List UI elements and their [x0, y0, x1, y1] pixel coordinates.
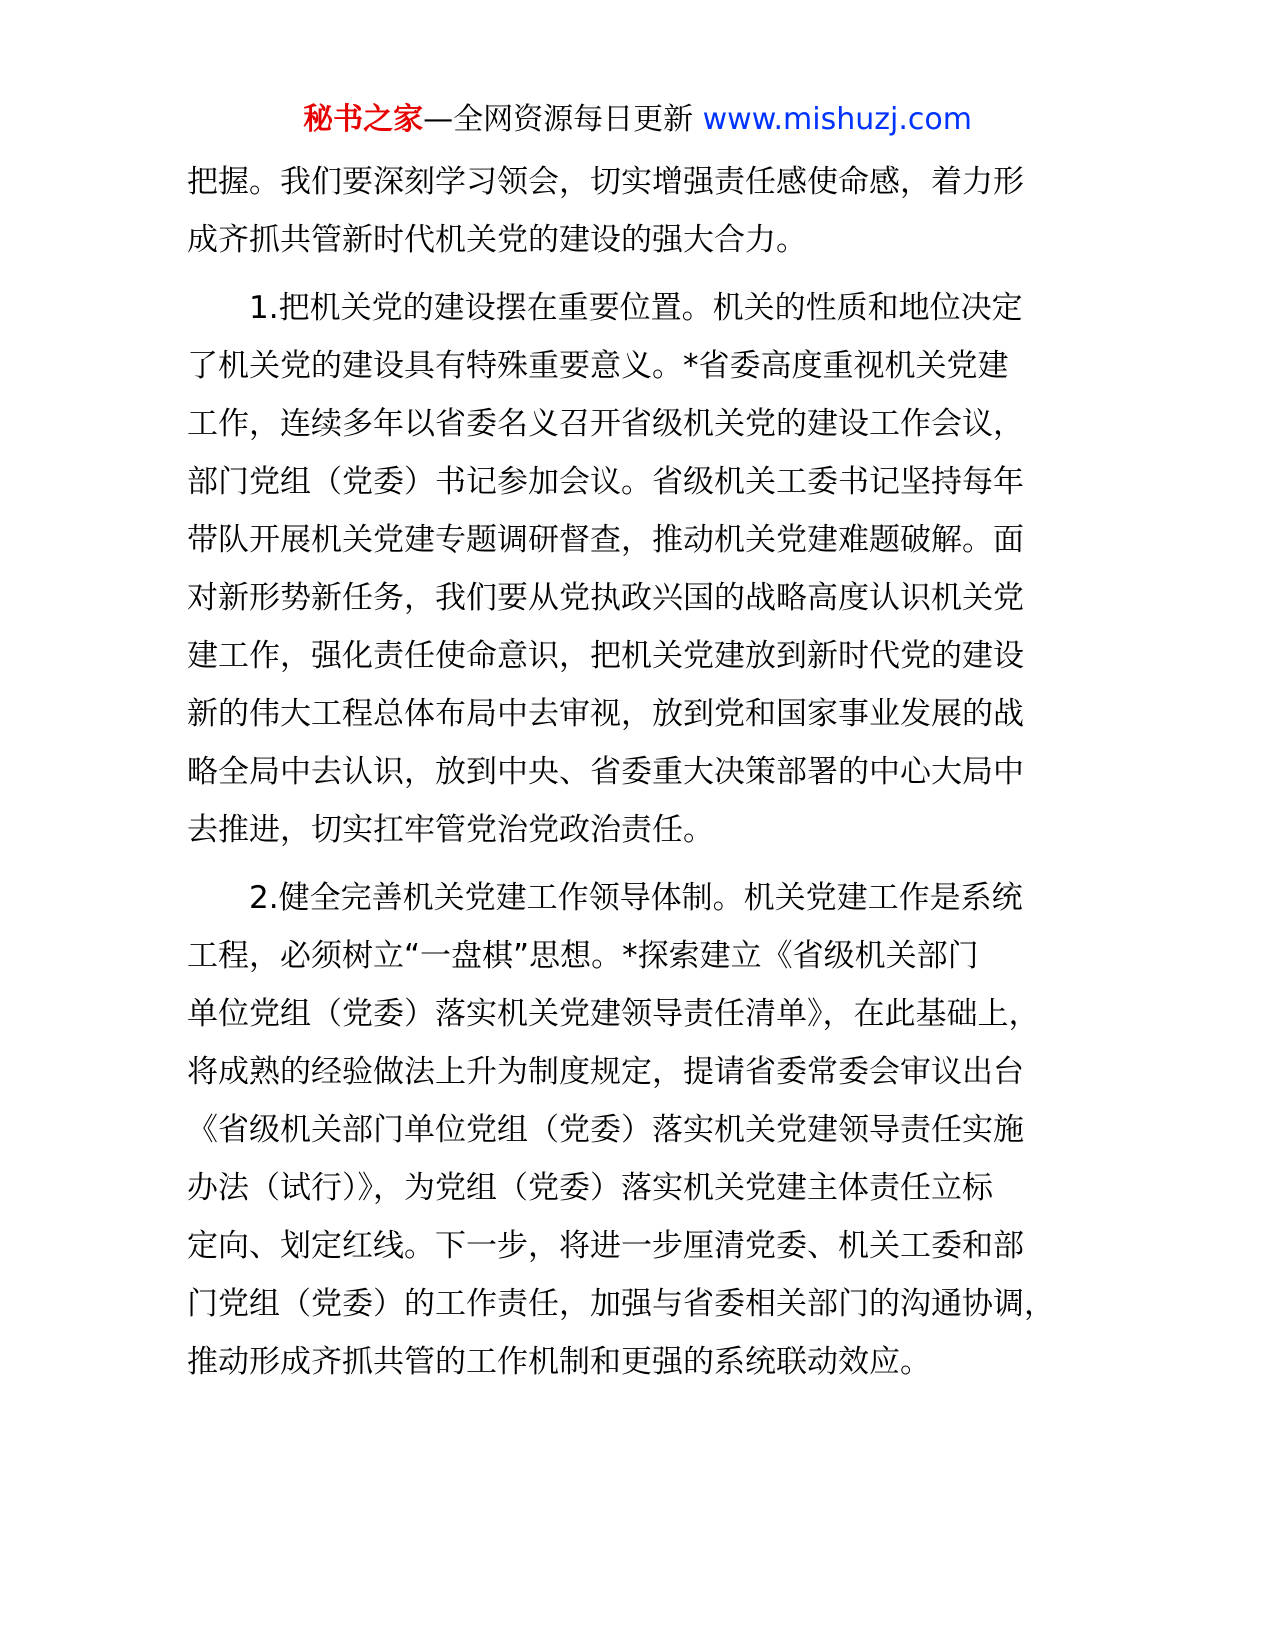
- brand-name: 秘书之家: [303, 102, 424, 137]
- text-line: 了机关党的建设具有特殊重要意义。*省委高度重视机关党建: [187, 348, 1009, 384]
- paragraph-item-1: [187, 279, 1087, 859]
- paragraph-continued: [187, 153, 1087, 269]
- text-line: 工程，必须树立“一盘棋”思想。*探索建立《省级机关部门: [187, 938, 979, 974]
- text-line: 把握。我们要深刻学习领会，切实增强责任感使命感，着力形: [187, 164, 1024, 200]
- text-line: 建工作，强化责任使命意识，把机关党建放到新时代党的建设: [187, 638, 1024, 674]
- header-tagline: —全网资源每日更新: [423, 102, 694, 137]
- text-line: 门党组（党委）的工作责任，加强与省委相关部门的沟通协调，: [187, 1286, 1055, 1322]
- text-line: 定向、划定红线。下一步，将进一步厘清党委、机关工委和部: [187, 1228, 1024, 1264]
- text-line: 单位党组（党委）落实机关党建领导责任清单》，在此基础上，: [187, 996, 1040, 1032]
- text-line: 工作，连续多年以省委名义召开省级机关党的建设工作会议，: [187, 406, 1024, 442]
- text-line: 2.健全完善机关党建工作领导体制。机关党建工作是系统: [187, 880, 1023, 916]
- text-line: 《省级机关部门单位党组（党委）落实机关党建领导责任实施: [187, 1112, 1024, 1148]
- text-line: 推动形成齐抓共管的工作机制和更强的系统联动效应。: [187, 1344, 931, 1380]
- document-body: [187, 153, 1087, 1401]
- text-line: 部门党组（党委）书记参加会议。省级机关工委书记坚持每年: [187, 464, 1024, 500]
- text-line: 将成熟的经验做法上升为制度规定，提请省委常委会审议出台: [187, 1054, 1024, 1090]
- text-line: 去推进，切实扛牢管党治党政治责任。: [187, 812, 714, 848]
- text-line: 带队开展机关党建专题调研督查，推动机关党建难题破解。面: [187, 522, 1024, 558]
- text-line: 成齐抓共管新时代机关党的建设的强大合力。: [187, 222, 807, 258]
- page-header: [0, 98, 1275, 142]
- text-line: 略全局中去认识，放到中央、省委重大决策部署的中心大局中: [187, 754, 1024, 790]
- text-line: 办法（试行）》，为党组（党委）落实机关党建主体责任立标: [187, 1170, 993, 1206]
- paragraph-item-2: [187, 869, 1087, 1391]
- text-line: 对新形势新任务，我们要从党执政兴国的战略高度认识机关党: [187, 580, 1024, 616]
- text-line: 1.把机关党的建设摆在重要位置。机关的性质和地位决定: [187, 290, 1023, 326]
- text-line: 新的伟大工程总体布局中去审视，放到党和国家事业发展的战: [187, 696, 1024, 732]
- site-url-link[interactable]: www.mishuzj.com: [702, 102, 972, 137]
